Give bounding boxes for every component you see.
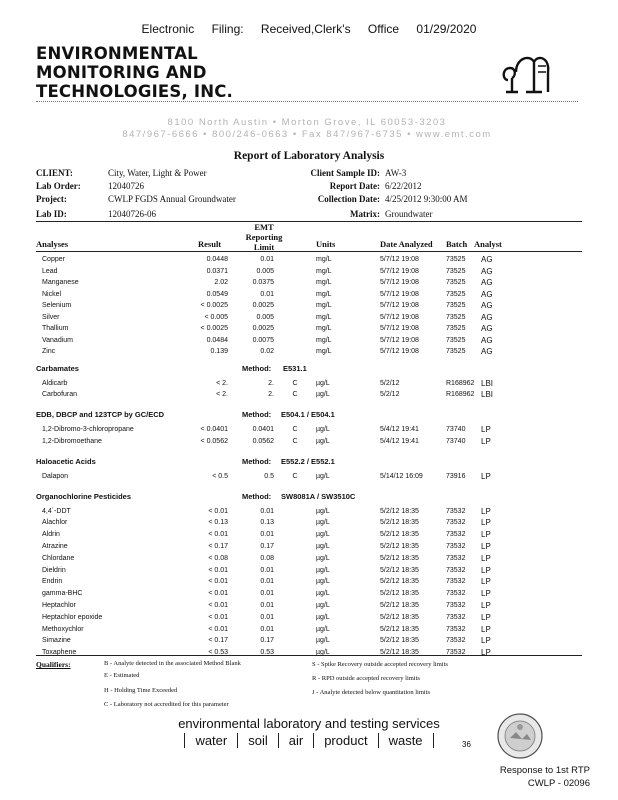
cell-date: 5/7/12 19:08 [380, 267, 419, 275]
col-emt-line1: EMT [254, 222, 274, 232]
cell-batch: 73532 [446, 519, 466, 527]
table-row [0, 436, 618, 448]
cell-batch: 73532 [446, 590, 466, 598]
cell-name: gamma-BHC [42, 590, 83, 598]
cell-analyst: AG [481, 289, 493, 299]
cell-batch: R168962 [446, 379, 475, 387]
cell-date: 5/4/12 19:41 [380, 426, 419, 434]
cell-date: 5/2/12 18:35 [380, 566, 419, 574]
section-method: SW8081A / SW3510C [281, 491, 356, 501]
cell-q: C [292, 426, 298, 434]
cell-date: 5/4/12 19:41 [380, 437, 419, 445]
cell-batch: 73916 [446, 472, 466, 480]
cell-limit: 0.01 [260, 590, 274, 598]
table-row [0, 624, 618, 636]
cell-q: C [292, 472, 298, 480]
cell-result: < 2. [216, 379, 228, 387]
cell-limit: 0.13 [260, 519, 274, 527]
cell-name: Lead [42, 267, 58, 275]
cell-batch: 73525 [446, 325, 466, 332]
table-row [0, 471, 618, 483]
cell-analyst: AG [481, 312, 493, 322]
col-emt [238, 222, 290, 252]
filing-header-filing: Filing: [211, 22, 244, 36]
cwlp-line: CWLP - 02096 [527, 778, 590, 789]
table-row [0, 277, 618, 289]
cell-batch: 73532 [446, 578, 466, 586]
cell-units: µg/L [316, 426, 330, 434]
cell-limit: 0.0025 [252, 302, 274, 309]
table-row [0, 300, 618, 312]
cell-limit: 0.0075 [252, 336, 274, 344]
table-row [0, 600, 618, 612]
cell-limit: 0.53 [260, 649, 274, 657]
cell-name: Heptachlor [42, 601, 76, 609]
qualifier-c: C - Laboratory not accredited for this parameter [104, 701, 229, 708]
lab-id-label: Lab ID: [36, 209, 67, 219]
table-row [0, 647, 618, 659]
company-name-line3: TECHNOLOGIES, INC. [36, 82, 234, 101]
cell-date: 5/2/12 18:35 [380, 625, 419, 633]
cell-date: 5/7/12 19:08 [380, 256, 419, 263]
cell-units: µg/L [316, 472, 330, 480]
cell-units: µg/L [316, 625, 330, 633]
table-row [0, 335, 618, 347]
cell-analyst: LP [481, 624, 491, 634]
cell-limit: 0.01 [260, 256, 274, 263]
cell-limit: 0.17 [260, 637, 274, 645]
cell-analyst: LP [481, 612, 491, 622]
cell-limit: 0.005 [256, 267, 274, 275]
cell-limit: 0.0025 [252, 325, 274, 332]
cell-analyst: AG [481, 255, 493, 264]
cell-batch: 73532 [446, 637, 466, 645]
cell-limit: 0.01 [260, 290, 274, 298]
cell-result: < 0.0025 [200, 302, 228, 309]
cell-batch: 73525 [446, 256, 466, 263]
cell-result: < 0.01 [208, 578, 228, 586]
cell-result: < 2. [216, 391, 228, 399]
company-contact: 847/967-6666 • 800/246-0663 • Fax 847/967-6735 • www.emt.com [122, 129, 492, 140]
cell-analyst: LP [481, 565, 491, 575]
table-row [0, 266, 618, 278]
client-value: City, Water, Light & Power [108, 168, 207, 178]
cell-name: Nickel [42, 290, 62, 298]
cell-limit: 0.01 [260, 613, 274, 621]
cell-batch: 73525 [446, 336, 466, 344]
cell-date: 5/14/12 16:09 [380, 472, 423, 480]
cell-limit: 0.0401 [252, 426, 274, 434]
cell-limit: 0.01 [260, 531, 274, 539]
cell-date: 5/2/12 18:35 [380, 649, 419, 657]
cell-analyst: LP [481, 553, 491, 563]
qualifier-h: H - Holding Time Exceeded [104, 687, 178, 694]
table-row [0, 254, 618, 266]
table-row [0, 612, 618, 624]
cell-limit: 0.01 [260, 625, 274, 633]
cell-analyst: AG [481, 266, 493, 276]
cell-batch: 73525 [446, 267, 466, 275]
header-divider [36, 101, 578, 102]
footer-item-air: air [278, 733, 313, 748]
lab-id-value: 12040726-06 [108, 209, 156, 219]
cell-result: < 0.01 [208, 625, 228, 633]
cell-limit: 0.01 [260, 601, 274, 609]
project-label: Project: [36, 194, 67, 204]
cell-date: 5/7/12 19:08 [380, 313, 419, 321]
section-method: E531.1 [283, 363, 307, 373]
cell-limit: 2. [268, 379, 274, 387]
table-end-rule [36, 655, 582, 656]
cell-result: < 0.01 [208, 566, 228, 574]
qualifier-e: E - Estimated [104, 672, 140, 679]
cell-units: mg/L [316, 256, 332, 263]
col-emt-line3: Limit [253, 242, 275, 252]
cell-limit: 0.08 [260, 554, 274, 562]
qualifier-r: R - RPD outside accepted recovery limits [312, 675, 420, 682]
footer-item-product: product [313, 733, 377, 748]
table-row [0, 553, 618, 565]
cell-units: µg/L [316, 578, 330, 586]
filing-header-electronic: Electronic [141, 22, 195, 36]
cell-name: 1,2-Dibromo-3-chloropropane [42, 426, 134, 434]
table-row [0, 565, 618, 577]
collection-date-value: 4/25/2012 9:30:00 AM [385, 194, 468, 204]
cell-result: < 0.0562 [200, 437, 228, 445]
cell-units: µg/L [316, 379, 330, 387]
cell-date: 5/2/12 18:35 [380, 613, 419, 621]
cell-analyst: LP [481, 425, 491, 435]
cell-analyst: AG [481, 324, 493, 333]
cell-name: Aldrin [42, 531, 60, 539]
cell-units: µg/L [316, 437, 330, 445]
cell-units: mg/L [316, 302, 332, 309]
cell-limit: 0.01 [260, 507, 274, 515]
table-row [0, 576, 618, 588]
cell-batch: 73525 [446, 290, 466, 298]
cell-result: < 0.08 [208, 554, 228, 562]
cell-name: Toxaphene [42, 649, 77, 657]
cell-units: µg/L [316, 601, 330, 609]
collection-date-label: Collection Date: [317, 194, 380, 204]
response-note [470, 764, 590, 790]
cell-limit: 0.0562 [252, 437, 274, 445]
client-label: CLIENT: [36, 168, 73, 178]
cell-name: Manganese [42, 279, 79, 286]
cell-units: µg/L [316, 590, 330, 598]
col-batch: Batch [446, 239, 468, 249]
cell-limit: 0.0375 [252, 279, 274, 286]
cell-date: 5/2/12 18:35 [380, 542, 419, 550]
cell-result: < 0.17 [208, 542, 228, 550]
cell-units: µg/L [316, 566, 330, 574]
table-row [0, 517, 618, 529]
cell-result: 0.0484 [206, 336, 228, 344]
cell-limit: 2. [268, 391, 274, 399]
cell-batch: 73740 [446, 437, 466, 445]
cell-result: 0.0448 [206, 256, 228, 263]
cell-analyst: LP [481, 600, 491, 610]
cell-result: < 0.0401 [200, 426, 228, 434]
cell-limit: 0.01 [260, 566, 274, 574]
section-method-label: Method: [242, 456, 272, 466]
cell-date: 5/7/12 19:08 [380, 336, 419, 344]
cell-name: Atrazine [42, 542, 68, 550]
cell-name: Dieldrin [42, 566, 66, 574]
cell-batch: 73532 [446, 649, 466, 657]
cell-q: C [292, 379, 298, 387]
filing-header-received: Received,Clerk's [260, 22, 351, 36]
section-method-label: Method: [242, 410, 272, 420]
filing-header-date: 01/29/2020 [416, 22, 477, 36]
cell-units: mg/L [316, 290, 332, 298]
table-row [0, 424, 618, 436]
cell-result: < 0.0025 [200, 325, 228, 332]
table-row [0, 378, 618, 390]
sample-id-label: Client Sample ID: [310, 168, 380, 178]
lab-order-label: Lab Order: [36, 181, 81, 191]
cell-result: < 0.5 [212, 472, 228, 480]
cell-limit: 0.005 [256, 313, 274, 321]
section-title: Carbamates [36, 363, 79, 373]
cell-batch: 73532 [446, 613, 466, 621]
cell-date: 5/7/12 19:08 [380, 348, 419, 355]
cell-batch: 73532 [446, 625, 466, 633]
cell-result: 2.02 [214, 279, 228, 286]
cell-date: 5/2/12 18:35 [380, 590, 419, 598]
company-name [36, 44, 233, 101]
company-name-line1: ENVIRONMENTAL [36, 44, 198, 63]
footer-item-soil: soil [237, 733, 278, 748]
cell-analyst: AG [481, 335, 493, 345]
cell-date: 5/2/12 [380, 391, 400, 399]
accreditation-seal-icon [496, 712, 544, 760]
cell-result: < 0.005 [204, 313, 228, 321]
section-method: E504.1 / E504.1 [281, 410, 335, 420]
section-method-label: Method: [242, 491, 272, 501]
cell-units: mg/L [316, 325, 332, 332]
cell-units: mg/L [316, 336, 332, 344]
cell-date: 5/2/12 18:35 [380, 554, 419, 562]
cell-date: 5/7/12 19:08 [380, 325, 419, 332]
cell-analyst: LBI [481, 378, 494, 388]
cell-name: Silver [42, 313, 60, 321]
qualifier-j: J - Analyte detected below quantitation limits [312, 689, 431, 696]
cell-analyst: LBI [481, 390, 494, 400]
cell-units: mg/L [316, 279, 332, 286]
table-row [0, 346, 618, 358]
cell-name: Heptachlor epoxide [42, 613, 103, 621]
cell-name: Endrin [42, 578, 63, 586]
cell-analyst: LP [481, 636, 491, 646]
cell-batch: 73532 [446, 601, 466, 609]
cell-units: µg/L [316, 554, 330, 562]
matrix-label: Matrix: [350, 209, 380, 219]
table-row [0, 541, 618, 553]
col-analyst: Analyst [474, 239, 502, 249]
cell-limit: 0.01 [260, 578, 274, 586]
cell-name: Vanadium [42, 336, 74, 344]
cell-batch: 73532 [446, 507, 466, 515]
col-analyses: Analyses [36, 239, 69, 249]
report-title: Report of Laboratory Analysis [233, 150, 385, 162]
cell-result: < 0.53 [208, 649, 228, 657]
table-row [0, 323, 618, 335]
cell-batch: 73532 [446, 542, 466, 550]
cell-name: Copper [42, 256, 65, 263]
cell-date: 5/2/12 18:35 [380, 531, 419, 539]
company-address: 8100 North Austin • Morton Grove, IL 60053-3203 [167, 117, 447, 128]
cell-units: µg/L [316, 531, 330, 539]
cell-result: 0.139 [210, 348, 228, 355]
cell-batch: R168962 [446, 391, 475, 399]
cell-units: µg/L [316, 542, 330, 550]
cell-analyst: LP [481, 518, 491, 528]
section-title: Organochlorine Pesticides [36, 491, 132, 501]
cell-result: 0.0371 [206, 267, 228, 275]
cell-name: 1,2-Dibromoethane [42, 437, 102, 445]
cell-result: < 0.01 [208, 507, 228, 515]
cell-name: 4,4´-DDT [42, 507, 71, 515]
cell-units: µg/L [316, 649, 330, 657]
table-row [0, 635, 618, 647]
cell-name: Aldicarb [42, 379, 68, 387]
table-row [0, 312, 618, 324]
cell-name: Thallium [42, 325, 69, 332]
cell-date: 5/2/12 18:35 [380, 519, 419, 527]
cell-units: mg/L [316, 348, 332, 355]
footer-item-water: water [184, 733, 237, 748]
section-method-label: Method: [242, 363, 272, 373]
qualifier-s: S - Spike Recovery outside accepted recovery limits [312, 661, 448, 668]
cell-analyst: LP [481, 436, 491, 446]
cell-result: < 0.01 [208, 531, 228, 539]
cell-units: µg/L [316, 507, 330, 515]
header-rule [36, 251, 582, 252]
cell-name: Simazine [42, 637, 71, 645]
cell-date: 5/2/12 18:35 [380, 507, 419, 515]
cell-analyst: LP [481, 589, 491, 599]
cell-analyst: AG [481, 278, 493, 287]
cell-batch: 73525 [446, 279, 466, 286]
cell-analyst: LP [481, 471, 491, 481]
emt-logo-icon [500, 50, 552, 96]
table-row [0, 588, 618, 600]
report-date-value: 6/22/2012 [385, 181, 422, 191]
cell-units: µg/L [316, 519, 330, 527]
cell-date: 5/2/12 18:35 [380, 578, 419, 586]
cell-date: 5/7/12 19:08 [380, 290, 419, 298]
cell-q: C [292, 391, 298, 399]
col-units: Units [316, 239, 336, 249]
cell-batch: 73740 [446, 426, 466, 434]
section-method: E552.2 / E552.1 [281, 456, 335, 466]
cell-limit: 0.02 [260, 348, 274, 355]
filing-header-office: Office [367, 22, 400, 36]
cell-limit: 0.17 [260, 542, 274, 550]
cell-analyst: AG [481, 301, 493, 310]
cell-units: µg/L [316, 637, 330, 645]
cell-result: < 0.13 [208, 519, 228, 527]
cell-result: < 0.01 [208, 601, 228, 609]
cell-name: Alachlor [42, 519, 68, 527]
cell-units: µg/L [316, 613, 330, 621]
cell-batch: 73532 [446, 554, 466, 562]
cell-analyst: LP [481, 541, 491, 551]
cell-batch: 73525 [446, 302, 466, 309]
cell-date: 5/7/12 19:08 [380, 279, 419, 286]
cell-analyst: LP [481, 577, 491, 587]
filing-header [0, 22, 618, 36]
cell-name: Chlordane [42, 554, 75, 562]
cell-date: 5/2/12 18:35 [380, 637, 419, 645]
section-title: EDB, DBCP and 123TCP by GC/ECD [36, 410, 165, 420]
cell-batch: 73532 [446, 566, 466, 574]
table-row [0, 389, 618, 401]
cell-batch: 73525 [446, 313, 466, 321]
cell-result: 0.0549 [206, 290, 228, 298]
lab-order-value: 12040726 [108, 181, 144, 191]
cell-name: Dalapon [42, 472, 69, 480]
cell-result: < 0.17 [208, 637, 228, 645]
cell-analyst: LP [481, 506, 491, 516]
footer-tagline: environmental laboratory and testing services [178, 716, 440, 731]
cell-name: Methoxychlor [42, 625, 84, 633]
cell-name: Carbofuran [42, 391, 78, 399]
cell-units: mg/L [316, 267, 332, 275]
matrix-value: Groundwater [385, 209, 433, 219]
cell-analyst: LP [481, 530, 491, 540]
cell-date: 5/2/12 [380, 379, 400, 387]
report-date-label: Report Date: [329, 181, 380, 191]
cell-batch: 73532 [446, 531, 466, 539]
cell-result: < 0.01 [208, 590, 228, 598]
cell-name: Selenium [42, 302, 72, 309]
page-number: 36 [462, 740, 471, 749]
table-row [0, 506, 618, 518]
cell-analyst: AG [481, 347, 493, 356]
qualifier-b: B - Analyte detected in the associated Method Blank [104, 660, 241, 667]
info-rule [36, 221, 582, 222]
cell-date: 5/7/12 19:08 [380, 302, 419, 309]
table-row [0, 289, 618, 301]
qualifiers-label: Qualifiers: [36, 660, 71, 669]
cell-result: < 0.01 [208, 613, 228, 621]
cell-q: C [292, 437, 298, 445]
cell-limit: 0.5 [264, 472, 274, 480]
cell-name: Zinc [42, 348, 56, 355]
response-line: Response to 1st RTP [499, 765, 590, 776]
project-value: CWLP FGDS Annual Groundwater [108, 194, 236, 204]
company-name-line2: MONITORING AND [36, 63, 207, 82]
section-title: Haloacetic Acids [36, 456, 96, 466]
cell-batch: 73525 [446, 348, 466, 355]
col-emt-line2: Reporting [245, 232, 283, 242]
cell-units: mg/L [316, 313, 332, 321]
cell-date: 5/2/12 18:35 [380, 601, 419, 609]
cell-analyst: LP [481, 648, 491, 658]
col-result: Result [198, 239, 222, 249]
sample-id-value: AW-3 [385, 168, 407, 178]
table-row [0, 529, 618, 541]
cell-units: µg/L [316, 391, 330, 399]
footer-item-waste: waste [378, 733, 434, 748]
col-date-analyzed: Date Analyzed [380, 239, 433, 249]
